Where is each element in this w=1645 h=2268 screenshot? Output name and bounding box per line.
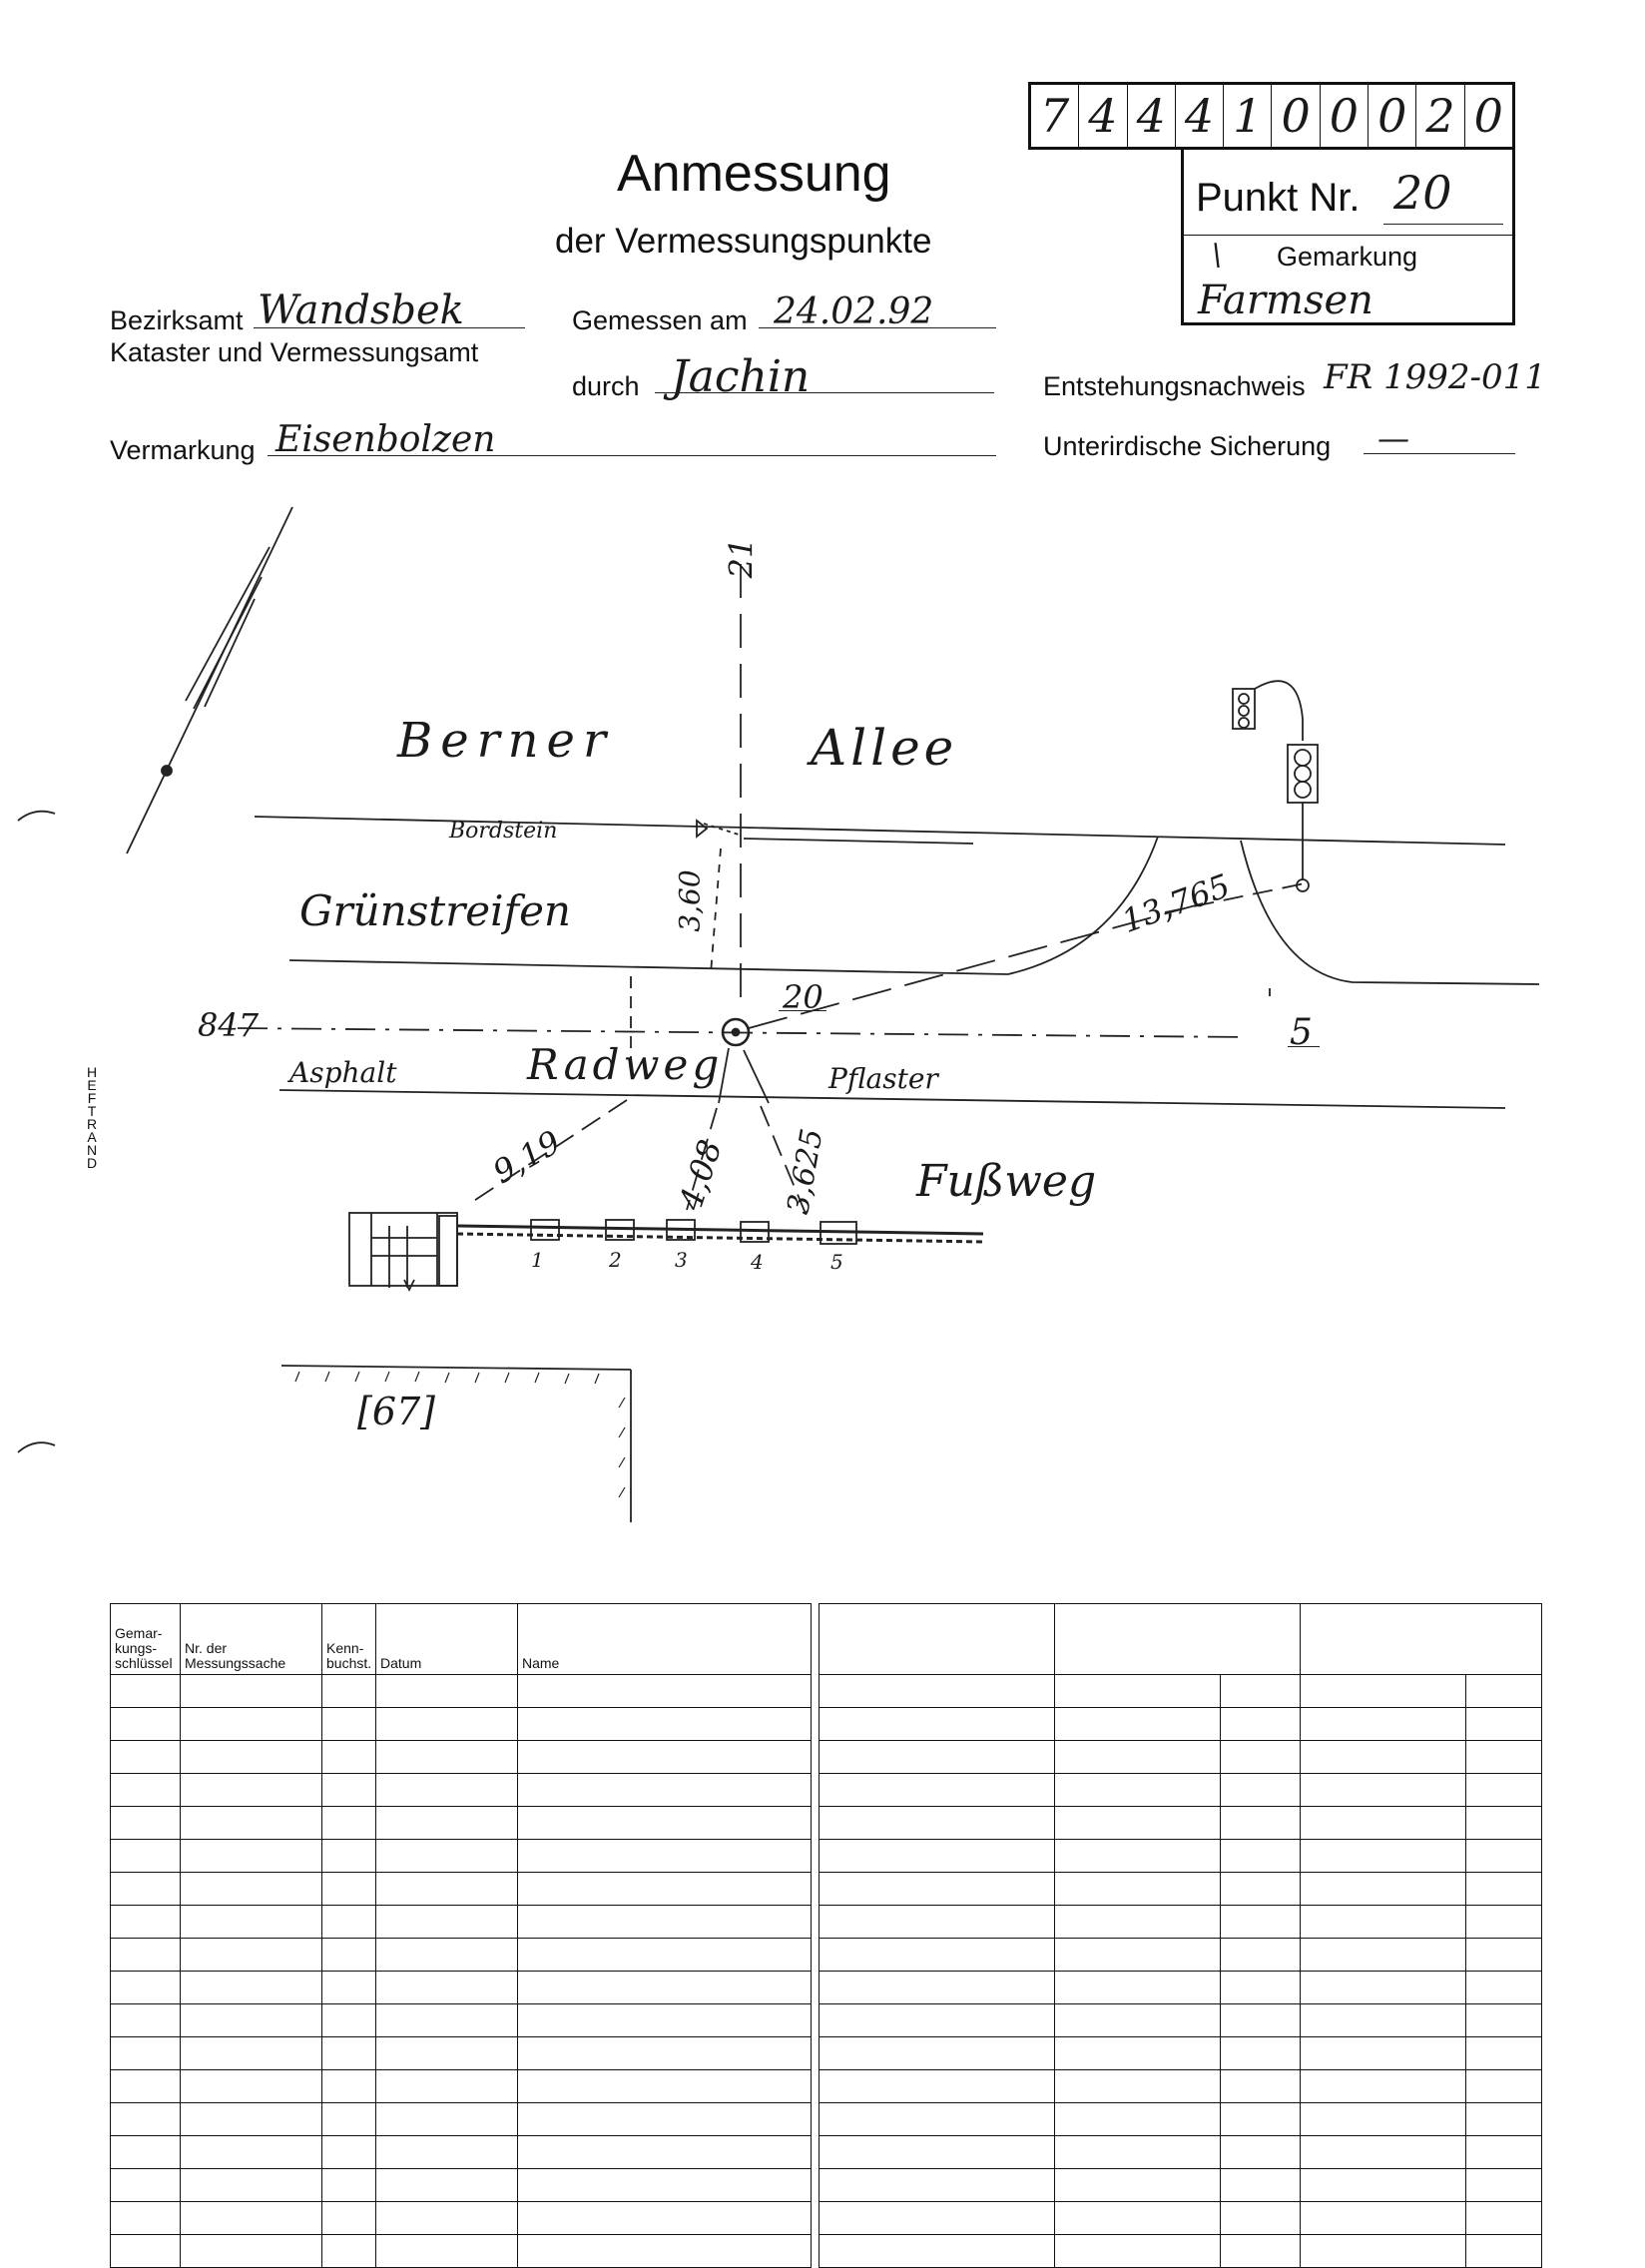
table-row — [111, 2169, 812, 2202]
table-cell — [181, 1840, 322, 1873]
table-cell — [1301, 2070, 1466, 2103]
table-cell — [1466, 1972, 1542, 2004]
table-row — [820, 1675, 1542, 1708]
table-cell — [1466, 2136, 1542, 2169]
radweg-label: Radweg — [527, 1040, 724, 1089]
table-cell — [1055, 1708, 1221, 1741]
table-cell — [1466, 1807, 1542, 1840]
page-subtitle: der Vermessungspunkte — [555, 222, 932, 261]
table-cell — [376, 2235, 518, 2268]
table-cell — [1055, 1741, 1221, 1774]
fussweg-label: Fußweg — [916, 1156, 1097, 1207]
table-cell — [322, 1972, 376, 2004]
table-cell — [1466, 2202, 1542, 2235]
table-cell — [1221, 2004, 1301, 2037]
table-row — [111, 2235, 812, 2268]
table-cell — [1221, 2136, 1301, 2169]
table-cell — [1301, 2169, 1466, 2202]
table-row — [111, 1906, 812, 1939]
table-cell — [1055, 2070, 1221, 2103]
table-cell — [1055, 1906, 1221, 1939]
table-row — [111, 2202, 812, 2235]
point-east-label: 5 — [1290, 1012, 1313, 1053]
table-cell — [181, 1675, 322, 1708]
table-cell — [518, 1840, 812, 1873]
table-cell — [1466, 1774, 1542, 1807]
dist-3625-label: 3,625 — [781, 1126, 830, 1217]
table-cell — [1055, 1939, 1221, 1972]
table-cell — [1055, 1807, 1221, 1840]
table-cell — [1221, 1774, 1301, 1807]
table-row — [820, 2202, 1542, 2235]
green-strip-line — [289, 960, 1008, 974]
table-cell — [111, 2169, 181, 2202]
street-name-word1: Berner — [397, 713, 614, 769]
point-north-label: 21 — [722, 537, 761, 579]
kataster-label: Kataster und Vermessungsamt — [110, 337, 479, 367]
table-row — [820, 1972, 1542, 2004]
digit: 0 — [1369, 85, 1416, 147]
table-cell — [1055, 2103, 1221, 2136]
table-row — [820, 1774, 1542, 1807]
gemessen-label: Gemessen am — [572, 305, 748, 335]
gemarkung-value: Farmsen — [1198, 278, 1373, 323]
table-row — [820, 2070, 1542, 2103]
asphalt-label: Asphalt — [289, 1056, 397, 1089]
table-cell — [111, 1873, 181, 1906]
table-cell — [181, 2103, 322, 2136]
records-table-left — [110, 1603, 812, 2268]
table-cell — [111, 1675, 181, 1708]
table-cell — [1301, 1972, 1466, 2004]
table-cell — [1466, 2004, 1542, 2037]
bezirksamt-value: Wandsbek — [258, 287, 464, 333]
digit: 4 — [1176, 85, 1224, 147]
table-cell — [1301, 2202, 1466, 2235]
table-cell — [518, 2169, 812, 2202]
margin-mark — [18, 812, 55, 821]
table-cell — [1301, 1741, 1466, 1774]
table-cell — [1301, 1807, 1466, 1840]
table-row — [820, 1873, 1542, 1906]
table-cell — [322, 2136, 376, 2169]
table-cell — [820, 1906, 1055, 1939]
table-cell — [518, 1873, 812, 1906]
table-cell — [1466, 2103, 1542, 2136]
table-cell — [1221, 2235, 1301, 2268]
table-cell — [1301, 1939, 1466, 1972]
records-table-right — [819, 1603, 1542, 2268]
table-cell — [181, 2004, 322, 2037]
table-cell — [322, 2202, 376, 2235]
tick-mark: \ — [1212, 238, 1223, 273]
table-cell — [376, 1840, 518, 1873]
unterirdisch-label: Unterirdische Sicherung — [1043, 431, 1332, 461]
parcel-label: [67] — [357, 1390, 436, 1433]
table-cell — [322, 2235, 376, 2268]
table-cell — [518, 1906, 812, 1939]
table-header-row — [111, 1604, 812, 1675]
table-cell — [322, 2169, 376, 2202]
table-cell — [1466, 1675, 1542, 1708]
table-cell — [376, 2004, 518, 2037]
punkt-value: 20 — [1393, 166, 1452, 220]
table-cell — [322, 1939, 376, 1972]
table-cell — [820, 2235, 1055, 2268]
table-cell — [518, 2235, 812, 2268]
table-cell — [1466, 1939, 1542, 1972]
table-cell — [376, 1873, 518, 1906]
north-arrow-icon — [127, 507, 292, 853]
table-cell — [1301, 1906, 1466, 1939]
table-row — [111, 2004, 812, 2037]
durch-label: durch — [572, 371, 640, 401]
table-cell — [322, 1708, 376, 1741]
table-cell — [1466, 1741, 1542, 1774]
table-cell — [111, 2037, 181, 2070]
table-cell — [820, 1939, 1055, 1972]
table-cell — [111, 2070, 181, 2103]
table-cell — [518, 1807, 812, 1840]
table-cell — [376, 1774, 518, 1807]
point-center-label: 20 — [783, 978, 823, 1016]
table-row — [820, 2103, 1542, 2136]
table-cell — [518, 1972, 812, 2004]
curb-line — [255, 817, 1505, 845]
entstehung-label: Entstehungsnachweis — [1043, 371, 1306, 401]
post-label: 3 — [675, 1248, 688, 1272]
table-cell — [1221, 1708, 1301, 1741]
gemessen-value: 24.02.92 — [774, 291, 934, 332]
table-cell — [518, 1741, 812, 1774]
table-cell — [376, 2169, 518, 2202]
table-cell — [181, 1774, 322, 1807]
table-cell — [322, 1840, 376, 1873]
table-cell — [1301, 1708, 1466, 1741]
digit: 1 — [1224, 85, 1272, 147]
table-cell — [181, 2037, 322, 2070]
table-cell — [518, 2004, 812, 2037]
digit: 2 — [1416, 85, 1464, 147]
table-cell — [1301, 2235, 1466, 2268]
table-cell — [820, 1675, 1055, 1708]
table-cell — [1221, 1807, 1301, 1840]
table-cell — [1301, 1873, 1466, 1906]
table-cell — [1055, 2037, 1221, 2070]
table-cell — [376, 1741, 518, 1774]
table-cell — [322, 1873, 376, 1906]
table-cell — [376, 2103, 518, 2136]
table-cell — [820, 2070, 1055, 2103]
table-cell — [1301, 2037, 1466, 2070]
page-title: Anmessung — [617, 145, 891, 203]
table-cell — [820, 2136, 1055, 2169]
table-cell — [1055, 2136, 1221, 2169]
table-cell — [820, 2037, 1055, 2070]
digit: 4 — [1128, 85, 1176, 147]
table-cell — [1221, 2070, 1301, 2103]
table-cell — [181, 2169, 322, 2202]
table-cell — [1055, 1840, 1221, 1873]
table-cell — [1221, 1873, 1301, 1906]
table-cell — [181, 1741, 322, 1774]
post-label: 2 — [609, 1248, 622, 1272]
table-row — [820, 1939, 1542, 1972]
table-cell — [1055, 1972, 1221, 2004]
table-cell — [1301, 1675, 1466, 1708]
post-label: 4 — [751, 1250, 764, 1274]
dist-919-label: 9,19 — [486, 1122, 567, 1192]
table-cell — [518, 1774, 812, 1807]
table-cell — [518, 2202, 812, 2235]
table-cell — [1221, 2103, 1301, 2136]
table-cell — [322, 2103, 376, 2136]
table-cell — [111, 1708, 181, 1741]
table-cell — [1221, 2037, 1301, 2070]
table-cell — [376, 2136, 518, 2169]
table-cell — [376, 2202, 518, 2235]
table-cell — [820, 1741, 1055, 1774]
table-row — [111, 2136, 812, 2169]
table-cell — [518, 1675, 812, 1708]
table-cell — [376, 1807, 518, 1840]
table-cell — [1301, 2004, 1466, 2037]
table-row — [111, 1675, 812, 1708]
table-cell — [820, 2169, 1055, 2202]
table-cell — [111, 2103, 181, 2136]
table-row — [820, 1741, 1542, 1774]
table-row — [820, 1840, 1542, 1873]
digit: 7 — [1031, 85, 1079, 147]
table-cell — [322, 2037, 376, 2070]
point-west-label: 847 — [198, 1006, 260, 1044]
table-cell — [1301, 2136, 1466, 2169]
table-row — [820, 1807, 1542, 1840]
digit: 0 — [1321, 85, 1369, 147]
table-cell — [1221, 1939, 1301, 1972]
street-name-word2: Allee — [811, 719, 958, 777]
table-cell — [111, 1774, 181, 1807]
table-cell — [1221, 2169, 1301, 2202]
heftrand-label: H E F T R A N D — [86, 1064, 98, 1171]
table-cell — [376, 2070, 518, 2103]
table-cell — [181, 2202, 322, 2235]
table-row — [111, 1873, 812, 1906]
table-cell — [376, 1906, 518, 1939]
dist-360-label: 3,60 — [673, 869, 707, 932]
table-cell — [1301, 1774, 1466, 1807]
table-cell — [1301, 1840, 1466, 1873]
table-cell — [1466, 2235, 1542, 2268]
table-cell — [1055, 1675, 1221, 1708]
gemarkung-label: Gemarkung — [1277, 242, 1418, 272]
fence-icon — [349, 1213, 983, 1290]
table-cell — [181, 2235, 322, 2268]
table-cell — [1221, 2202, 1301, 2235]
margin-mark — [18, 1442, 55, 1452]
table-cell — [111, 1840, 181, 1873]
table-row — [111, 1708, 812, 1741]
table-cell — [1221, 1675, 1301, 1708]
table-cell — [820, 1972, 1055, 2004]
parcel-boundary — [281, 1366, 631, 1522]
table-cell — [376, 1939, 518, 1972]
table-cell — [820, 2103, 1055, 2136]
table-cell — [518, 1708, 812, 1741]
table-row — [820, 2004, 1542, 2037]
dist-408-label: 4,08 — [671, 1135, 730, 1215]
table-cell — [376, 2037, 518, 2070]
header-messungssache: Nr. der Messungssache — [181, 1604, 322, 1675]
table-cell — [1466, 1906, 1542, 1939]
table-cell — [181, 1708, 322, 1741]
post-label: 1 — [531, 1248, 544, 1272]
table-cell — [820, 2004, 1055, 2037]
table-row — [111, 1774, 812, 1807]
header-kennbuchst: Kenn- buchst. — [322, 1604, 376, 1675]
table-cell — [1466, 1708, 1542, 1741]
table-cell — [820, 1873, 1055, 1906]
table-cell — [181, 1807, 322, 1840]
table-cell — [1466, 2070, 1542, 2103]
table-row — [111, 2037, 812, 2070]
table-cell — [111, 1972, 181, 2004]
table-cell — [820, 1708, 1055, 1741]
table-row — [820, 1906, 1542, 1939]
table-cell — [1301, 2103, 1466, 2136]
unterirdisch-value: — — [1377, 419, 1409, 457]
table-cell — [111, 2235, 181, 2268]
table-cell — [111, 2202, 181, 2235]
table-row — [111, 1741, 812, 1774]
table-row — [820, 2037, 1542, 2070]
table-cell — [111, 1939, 181, 1972]
table-cell — [1055, 1774, 1221, 1807]
digit: 0 — [1473, 89, 1503, 143]
post-label: 5 — [830, 1250, 843, 1274]
table-row — [820, 1708, 1542, 1741]
table-row — [111, 2103, 812, 2136]
header-cell — [820, 1604, 1055, 1675]
table-cell — [111, 2004, 181, 2037]
header-name: Name — [518, 1604, 812, 1675]
table-row — [111, 2070, 812, 2103]
table-cell — [1466, 1873, 1542, 1906]
table-row — [111, 1972, 812, 2004]
table-cell — [518, 2070, 812, 2103]
table-row — [820, 2136, 1542, 2169]
header-cell — [1055, 1604, 1301, 1675]
vermarkung-label: Vermarkung — [110, 435, 256, 465]
table-cell — [1466, 2037, 1542, 2070]
table-cell — [181, 2070, 322, 2103]
table-row — [111, 1939, 812, 1972]
table-cell — [181, 2136, 322, 2169]
table-cell — [181, 1972, 322, 2004]
table-cell — [1221, 1972, 1301, 2004]
table-cell — [322, 1774, 376, 1807]
table-cell — [1466, 2169, 1542, 2202]
table-row — [820, 2235, 1542, 2268]
table-cell — [322, 1741, 376, 1774]
table-cell — [111, 2136, 181, 2169]
entstehung-value: FR 1992-011 — [1324, 357, 1546, 397]
punkt-label: Punkt Nr. — [1196, 176, 1361, 220]
table-cell — [1055, 2235, 1221, 2268]
header-cell — [1301, 1604, 1542, 1675]
table-cell — [322, 1675, 376, 1708]
table-cell — [1221, 1840, 1301, 1873]
digit: 4 — [1079, 85, 1127, 147]
table-cell — [376, 1972, 518, 2004]
table-header-row — [820, 1604, 1542, 1675]
table-cell — [322, 2070, 376, 2103]
gruenstreifen-label: Grünstreifen — [299, 886, 571, 935]
vermarkung-value: Eisenbolzen — [275, 419, 496, 460]
table-row — [111, 1840, 812, 1873]
table-cell — [1055, 1873, 1221, 1906]
header-gemarkungsschluessel: Gemar- kungs- schlüssel — [111, 1604, 181, 1675]
bordstein-label: Bordstein — [449, 819, 558, 844]
table-cell — [1221, 1741, 1301, 1774]
durch-value: Jachin — [671, 351, 811, 402]
table-row — [111, 1807, 812, 1840]
table-cell — [1466, 1840, 1542, 1873]
table-cell — [111, 1807, 181, 1840]
table-cell — [1221, 1906, 1301, 1939]
digit: 0 — [1272, 85, 1320, 147]
bezirksamt-label: Bezirksamt — [110, 305, 244, 335]
table-cell — [111, 1741, 181, 1774]
table-cell — [1055, 2004, 1221, 2037]
table-cell — [322, 1807, 376, 1840]
table-cell — [518, 2103, 812, 2136]
pflaster-label: Pflaster — [828, 1062, 938, 1095]
table-cell — [820, 1840, 1055, 1873]
table-cell — [820, 2202, 1055, 2235]
table-cell — [518, 2037, 812, 2070]
table-row — [820, 2169, 1542, 2202]
dist-13765-label: 13,765 — [1116, 865, 1236, 941]
table-cell — [1055, 2169, 1221, 2202]
table-cell — [181, 1873, 322, 1906]
table-cell — [376, 1708, 518, 1741]
table-cell — [181, 1939, 322, 1972]
table-cell — [518, 2136, 812, 2169]
table-cell — [322, 1906, 376, 1939]
table-cell — [322, 2004, 376, 2037]
table-cell — [181, 1906, 322, 1939]
table-cell — [518, 1939, 812, 1972]
header-datum: Datum — [376, 1604, 518, 1675]
table-cell — [111, 1906, 181, 1939]
table-cell — [820, 1807, 1055, 1840]
table-cell — [820, 1774, 1055, 1807]
table-cell — [1055, 2202, 1221, 2235]
table-cell — [376, 1675, 518, 1708]
